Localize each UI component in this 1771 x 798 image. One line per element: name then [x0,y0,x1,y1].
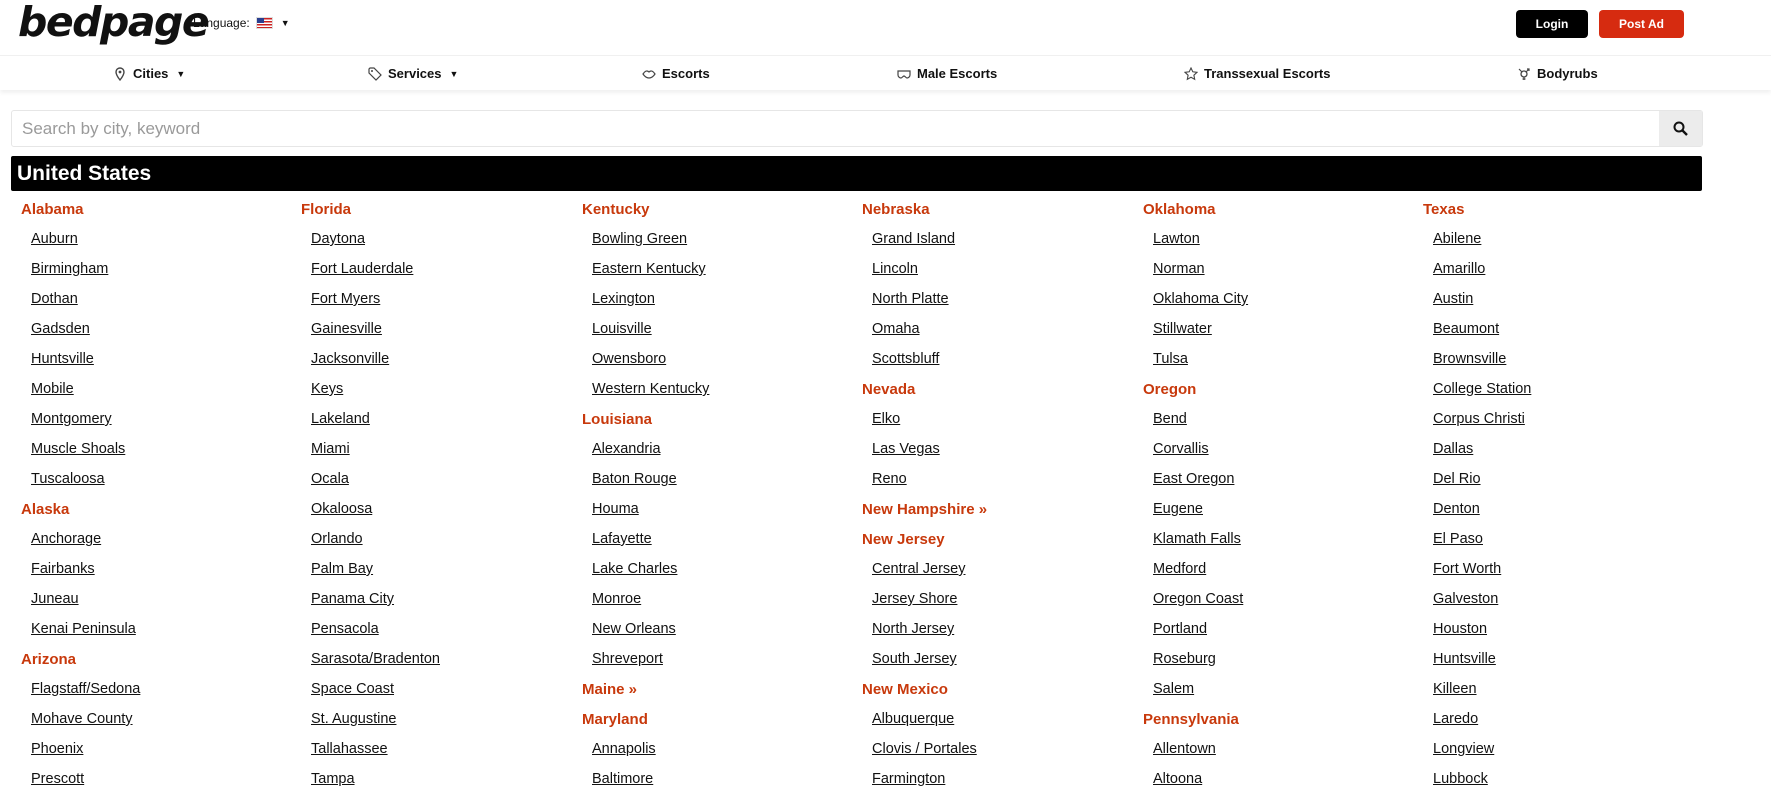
city-link[interactable]: Austin [1433,291,1474,307]
city-link[interactable]: Gainesville [311,321,382,337]
nav-escorts[interactable] [642,66,710,81]
bedpage-logo[interactable]: bedpage [18,0,209,46]
city-link[interactable]: Oklahoma City [1153,291,1249,307]
city-link[interactable]: Alexandria [592,441,661,457]
city-link[interactable]: Stillwater [1153,321,1212,337]
city-link[interactable]: Anchorage [31,531,102,547]
city-link[interactable]: Kenai Peninsula [31,621,136,637]
city-link[interactable]: Grand Island [872,231,956,247]
city-link[interactable]: Klamath Falls [1153,531,1241,547]
nav-bodyrubs-label: Bodyrubs [1537,66,1598,81]
city-link[interactable]: Muscle Shoals [31,441,126,457]
us-flag-icon [256,17,273,29]
city-link[interactable]: Annapolis [592,741,656,757]
city-link[interactable]: Las Vegas [872,441,940,457]
city-link[interactable]: Miami [311,441,350,457]
language-label: Language: [193,16,250,30]
chevron-down-icon: ▼ [176,68,186,79]
city-link[interactable]: Lakeland [311,411,370,427]
tag-icon [368,67,382,81]
city-link[interactable]: Huntsville [1433,651,1496,667]
nav-transsexual-escorts-label: Transsexual Escorts [1204,66,1331,81]
nav-services-label: Services [388,66,442,81]
city-link[interactable]: St. Augustine [311,711,397,727]
city-link[interactable]: Ocala [311,471,349,487]
city-link[interactable]: Bend [1153,411,1187,427]
city-link[interactable]: Monroe [592,591,642,607]
state-heading: Maryland [582,711,648,728]
city-link[interactable]: Albuquerque [872,711,955,727]
city-link[interactable]: Fort Worth [1433,561,1502,577]
city-link[interactable]: Dallas [1433,441,1474,457]
city-link[interactable]: Denton [1433,501,1480,517]
city-link[interactable]: Medford [1153,561,1207,577]
nav-cities[interactable] [113,66,185,81]
map-pin-icon [113,67,127,81]
city-link[interactable]: Killeen [1433,681,1477,697]
city-link[interactable]: Juneau [31,591,79,607]
city-link[interactable]: Huntsville [31,351,94,367]
city-link[interactable]: Amarillo [1433,261,1486,277]
nav-bodyrubs[interactable] [1517,66,1598,81]
nav-services[interactable] [368,66,458,81]
city-link[interactable]: Dothan [31,291,78,307]
state-heading[interactable]: New Hampshire » [862,501,988,518]
city-link[interactable]: Omaha [872,321,920,337]
state-city-directory [0,199,1771,798]
directory-column [1143,199,1403,798]
city-link[interactable]: Farmington [872,771,946,787]
city-link[interactable]: Fort Lauderdale [311,261,414,277]
language-selector[interactable] [193,16,290,30]
state-heading: Louisiana [582,411,653,428]
city-link[interactable]: Jersey Shore [872,591,958,607]
city-link[interactable]: Shreveport [592,651,663,667]
city-link[interactable]: Abilene [1433,231,1482,247]
post-ad-button[interactable]: Post Ad [1599,10,1684,38]
city-link[interactable]: Space Coast [311,681,395,697]
city-link[interactable]: Longview [1433,741,1495,757]
state-heading: Pennsylvania [1143,711,1239,728]
city-link[interactable]: Houma [592,501,639,517]
city-link[interactable]: Houston [1433,621,1488,637]
mask-icon [897,67,911,81]
city-link[interactable]: College Station [1433,381,1532,397]
city-link[interactable]: Eastern Kentucky [592,261,706,277]
city-link[interactable]: Mobile [31,381,74,397]
city-link[interactable]: Lawton [1153,231,1200,247]
city-link[interactable]: Tampa [311,771,355,787]
city-link[interactable]: Fort Myers [311,291,381,307]
gender-symbol-icon [1517,67,1531,81]
state-heading: Alaska [21,501,70,518]
country-header: United States [11,156,1702,191]
city-link[interactable]: Keys [311,381,344,397]
city-link[interactable]: Beaumont [1433,321,1500,337]
city-link[interactable]: Western Kentucky [592,381,710,397]
city-link[interactable]: East Oregon [1153,471,1235,487]
city-link[interactable]: Reno [872,471,907,487]
city-link[interactable]: Okaloosa [311,501,373,517]
city-link[interactable]: Clovis / Portales [872,741,977,757]
city-link[interactable]: Lubbock [1433,771,1488,787]
city-link[interactable]: Louisville [592,321,652,337]
nav-transsexual-escorts[interactable] [1184,66,1330,81]
nav-male-escorts-label: Male Escorts [917,66,998,81]
city-link[interactable]: Allentown [1153,741,1216,757]
state-heading: Oregon [1143,381,1197,398]
star-icon [1184,67,1198,81]
site-header [0,0,1771,52]
city-link[interactable]: Daytona [311,231,366,247]
state-heading: Nevada [862,381,916,398]
city-link[interactable]: Galveston [1433,591,1499,607]
city-link[interactable]: Del Rio [1433,471,1481,487]
city-link[interactable]: Bowling Green [592,231,688,247]
state-heading[interactable]: Maine » [582,681,638,698]
city-link[interactable]: Baton Rouge [592,471,677,487]
directory-column [1423,199,1683,798]
city-link[interactable]: Roseburg [1153,651,1216,667]
city-link[interactable]: Corpus Christi [1433,411,1525,427]
city-link[interactable]: Sarasota/Bradenton [311,651,440,667]
city-link[interactable]: Owensboro [592,351,667,367]
search-input[interactable] [12,111,1659,146]
state-heading: Kentucky [582,201,650,218]
city-link[interactable]: Lake Charles [592,561,678,577]
state-heading: Texas [1423,201,1465,218]
city-link[interactable]: Pensacola [311,621,379,637]
city-link[interactable]: Auburn [31,231,78,247]
city-link[interactable]: Tulsa [1153,351,1188,367]
login-button[interactable]: Login [1516,10,1588,38]
city-link[interactable]: Gadsden [31,321,90,337]
search-bar [11,110,1703,147]
chevron-down-icon: ▼ [449,68,459,79]
city-link[interactable]: South Jersey [872,651,957,667]
city-link[interactable]: Lincoln [872,261,918,277]
city-link[interactable]: Orlando [311,531,363,547]
search-icon [1673,121,1688,136]
state-heading: Arizona [21,651,77,668]
state-heading: Oklahoma [1143,201,1216,218]
city-link[interactable]: Tuscaloosa [31,471,105,487]
city-link[interactable]: Norman [1153,261,1205,277]
search-button[interactable] [1659,111,1702,146]
city-link[interactable]: Scottsbluff [872,351,940,367]
city-link[interactable]: Portland [1153,621,1208,637]
city-link[interactable]: Tallahassee [311,741,388,757]
city-link[interactable]: Salem [1153,681,1195,697]
nav-male-escorts[interactable] [897,66,997,81]
city-link[interactable]: Central Jersey [872,561,966,577]
city-link[interactable]: North Jersey [872,621,955,637]
city-link[interactable]: New Orleans [592,621,676,637]
state-heading: New Mexico [862,681,948,698]
state-heading: New Jersey [862,531,945,548]
city-link[interactable]: Oregon Coast [1153,591,1244,607]
directory-column [21,199,281,798]
directory-column [862,199,1122,798]
city-link[interactable]: Mohave County [31,711,133,727]
city-link[interactable]: Lafayette [592,531,652,547]
city-link[interactable]: Baltimore [592,771,654,787]
city-link[interactable]: Fairbanks [31,561,95,577]
directory-column [582,199,842,798]
city-link[interactable]: Panama City [311,591,395,607]
city-link[interactable]: Elko [872,411,901,427]
city-link[interactable]: Lexington [592,291,655,307]
city-link[interactable]: El Paso [1433,531,1483,547]
city-link[interactable]: Birmingham [31,261,109,277]
city-link[interactable]: Laredo [1433,711,1479,727]
city-link[interactable]: Palm Bay [311,561,374,577]
state-heading: Nebraska [862,201,930,218]
nav-escorts-label: Escorts [662,66,710,81]
directory-column [301,199,561,798]
city-link[interactable]: North Platte [872,291,949,307]
city-link[interactable]: Phoenix [31,741,84,757]
city-link[interactable]: Altoona [1153,771,1203,787]
state-heading: Florida [301,201,352,218]
city-link[interactable]: Flagstaff/Sedona [31,681,141,697]
city-link[interactable]: Corvallis [1153,441,1209,457]
city-link[interactable]: Eugene [1153,501,1203,517]
city-link[interactable]: Jacksonville [311,351,390,367]
city-link[interactable]: Brownsville [1433,351,1507,367]
city-link[interactable]: Prescott [31,771,85,787]
city-link[interactable]: Montgomery [31,411,112,427]
kiss-icon [642,67,656,81]
nav-cities-label: Cities [133,66,169,81]
main-nav [0,55,1771,90]
state-heading: Alabama [21,201,84,218]
chevron-down-icon: ▼ [280,18,290,28]
